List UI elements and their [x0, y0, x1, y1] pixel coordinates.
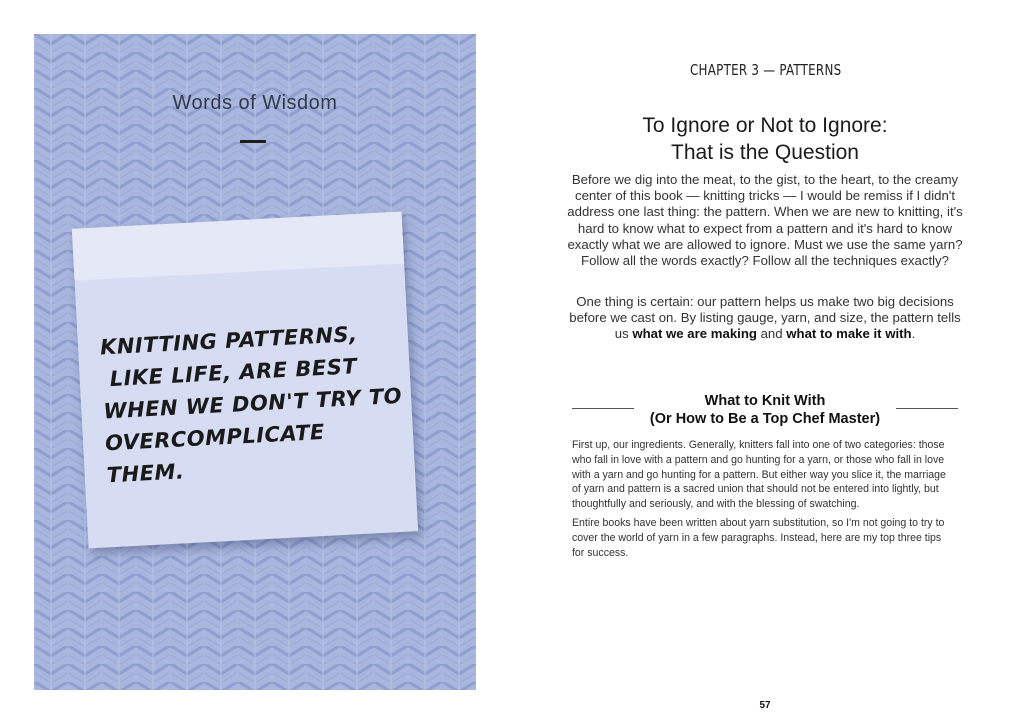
section-rule-left — [572, 408, 634, 409]
page-title — [564, 112, 966, 166]
section-rule-right — [896, 408, 958, 409]
body-paragraph-ingredients: First up, our ingredients. Generally, knitters fall into one of two categories: those who fall in love with a pattern and go hunting for a yarn, or those who fall in love with a yarn and go hunting for a pattern. But either way you slice it, the marriage of yarn and pattern is a sacred union that should not be entered into lightly, but thoughtfully and seriously, and with the blessing of swatching. — [572, 439, 946, 511]
second-paragraph — [566, 294, 964, 343]
intro-paragraph: Before we dig into the meat, to the gist, to the heart, to the creamy center of this book — knitting tricks — I would be remiss if I didn't address one last thing: the pattern. When we are new to knitting, it's hard to know what to expect from a pattern and it's hard to know exactly what we are allowed to ignore. Must we use the same yarn? Follow all the words exactly? Follow all the techniques exactly? — [567, 172, 963, 269]
words-of-wisdom-heading: Words of Wisdom — [172, 92, 338, 114]
quote-line: KNITTING PATTERNS, — [99, 322, 359, 360]
page-number: 57 — [759, 700, 771, 711]
quote-line: WHEN WE DON'T TRY TO — [102, 383, 403, 424]
paragraph-text: . — [911, 326, 916, 342]
emphasis-what-we-are-making: what we are making — [632, 326, 757, 342]
quote-line: OVERCOMPLICATE THEM. — [104, 419, 326, 488]
body-paragraph-substitution: Entire books have been written about yarn substitution, so I'm not going to try to cover the world of yarn in a few paragraphs. Instead, here are my top three tips for success. — [572, 517, 945, 559]
paragraph-text: One thing is certain: our pattern helps us make two big decisions before we cast on. By listing gauge, yarn, and size, the pattern tells us — [569, 294, 961, 342]
left-page-illustration — [34, 34, 476, 690]
sticky-note — [72, 212, 418, 549]
paragraph-text: and — [756, 326, 787, 342]
title-line: To Ignore or Not to Ignore: — [642, 114, 888, 137]
title-line: That is the Question — [671, 141, 859, 164]
quote-line: LIKE LIFE, ARE BEST — [109, 354, 358, 392]
section-heading — [636, 392, 894, 428]
sticky-note-quote — [99, 316, 407, 491]
emphasis-what-to-make-it-with: what to make it with — [786, 326, 912, 342]
section-heading-line: What to Knit With — [704, 393, 826, 409]
heading-dash — [240, 140, 266, 143]
section-heading-line: (Or How to Be a Top Chef Master) — [649, 411, 881, 427]
chapter-header: CHAPTER 3 — PATTERNS — [690, 61, 842, 79]
